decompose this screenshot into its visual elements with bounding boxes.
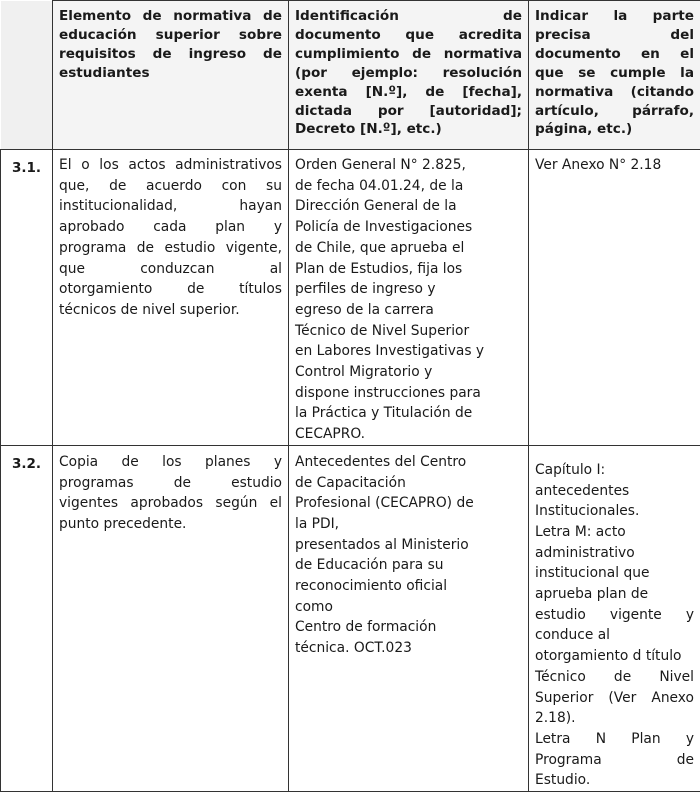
text-line: Profesional (CECAPRO) de — [295, 493, 522, 514]
text-line: administrativo — [535, 543, 694, 564]
text-line: educación superior sobre — [59, 26, 282, 45]
text-line: la PDI, — [295, 514, 522, 535]
text-line: como — [295, 597, 522, 618]
text-line: Centro de formación — [295, 617, 522, 638]
header-document-part — [529, 1, 700, 150]
text-line: Elemento de normativa de — [59, 7, 282, 26]
text-line: página, etc.) — [535, 120, 694, 139]
text-line: cumplimiento de normativa — [295, 45, 522, 64]
text-line: Ver Anexo N° 2.18 — [535, 155, 694, 176]
header-normativa-element — [53, 1, 289, 150]
text-line: vigentes aprobados según el — [59, 493, 282, 514]
text-line: dispone instrucciones para — [295, 383, 522, 404]
text-line: Institucionales. — [535, 501, 694, 522]
header-row — [1, 1, 700, 150]
text-line: Identificación de — [295, 7, 522, 26]
text-line: 2.18). — [535, 708, 694, 729]
document-part-cell — [529, 445, 700, 791]
text-line: programas de estudio — [59, 473, 282, 494]
text-line: antecedentes — [535, 481, 694, 502]
text-line: CECAPRO. — [295, 424, 522, 445]
text-line: de Capacitación — [295, 473, 522, 494]
text-line: Letra N Plan y — [535, 729, 694, 750]
text-line: otorgamiento de títulos — [59, 279, 282, 300]
document-identification-cell — [289, 445, 529, 791]
text-line: egreso de la carrera — [295, 300, 522, 321]
text-line: institucionalidad, hayan — [59, 196, 282, 217]
text-line: aprobado cada plan y — [59, 217, 282, 238]
text-line: punto precedente. — [59, 514, 282, 535]
text-line: requisitos de ingreso de — [59, 45, 282, 64]
text-line: Dirección General de la — [295, 196, 522, 217]
normativa-element-cell — [53, 445, 289, 791]
text-line: exenta [N.º], de [fecha], — [295, 83, 522, 102]
text-line: de Chile, que aprueba el — [295, 238, 522, 259]
text-line: la Práctica y Titulación de — [295, 403, 522, 424]
normativa-element-cell — [53, 150, 289, 446]
document-part-cell — [529, 150, 700, 446]
row-number: 3.2. — [1, 445, 53, 791]
text-line: Indicar la parte — [535, 7, 694, 26]
text-line: en Labores Investigativas y — [295, 341, 522, 362]
text-line: Policía de Investigaciones — [295, 217, 522, 238]
text-line: documento en el — [535, 45, 694, 64]
header-number-cell — [1, 1, 53, 150]
text-line: documento que acredita — [295, 26, 522, 45]
text-line: Técnico de Nivel Superior — [295, 321, 522, 342]
text-line: Letra M: acto — [535, 522, 694, 543]
text-line: Control Migratorio y — [295, 362, 522, 383]
text-line: (por ejemplo: resolución — [295, 64, 522, 83]
text-line: estudiantes — [59, 64, 282, 83]
text-line: Programa de — [535, 750, 694, 771]
table-row — [1, 150, 700, 446]
text-line: Orden General N° 2.825, — [295, 155, 522, 176]
text-line: que conduzcan al — [59, 259, 282, 280]
text-line: Antecedentes del Centro — [295, 452, 522, 473]
text-line: reconocimiento oficial — [295, 576, 522, 597]
text-line: Capítulo I: — [535, 460, 694, 481]
table-row — [1, 445, 700, 791]
text-line: institucional que — [535, 563, 694, 584]
text-line: Superior (Ver Anexo — [535, 688, 694, 709]
text-line: Estudio. — [535, 770, 694, 791]
text-line: artículo, párrafo, — [535, 102, 694, 121]
text-line: aprueba plan de — [535, 584, 694, 605]
text-line: de fecha 04.01.24, de la — [295, 176, 522, 197]
text-line: técnicos de nivel superior. — [59, 300, 282, 321]
row-number: 3.1. — [1, 150, 53, 446]
text-line: presentados al Ministerio — [295, 535, 522, 556]
text-line: estudio vigente y — [535, 605, 694, 626]
text-line: programa de estudio vigente, — [59, 238, 282, 259]
text-line: precisa del — [535, 26, 694, 45]
text-line: perfiles de ingreso y — [295, 279, 522, 300]
text-line: Plan de Estudios, fija los — [295, 259, 522, 280]
text-line: otorgamiento d título — [535, 646, 694, 667]
text-line: normativa (citando — [535, 83, 694, 102]
text-line: de Educación para su — [295, 555, 522, 576]
document-identification-cell — [289, 150, 529, 446]
text-line: Decreto [N.º], etc.) — [295, 120, 522, 139]
text-line: que se cumple la — [535, 64, 694, 83]
text-line: Copia de los planes y — [59, 452, 282, 473]
text-line: técnica. OCT.023 — [295, 638, 522, 659]
text-line: conduce al — [535, 625, 694, 646]
text-line: dictada por [autoridad]; — [295, 102, 522, 121]
text-line: El o los actos administrativos — [59, 155, 282, 176]
header-document-identification — [289, 1, 529, 150]
text-line: que, de acuerdo con su — [59, 176, 282, 197]
text-line: Técnico de Nivel — [535, 667, 694, 688]
